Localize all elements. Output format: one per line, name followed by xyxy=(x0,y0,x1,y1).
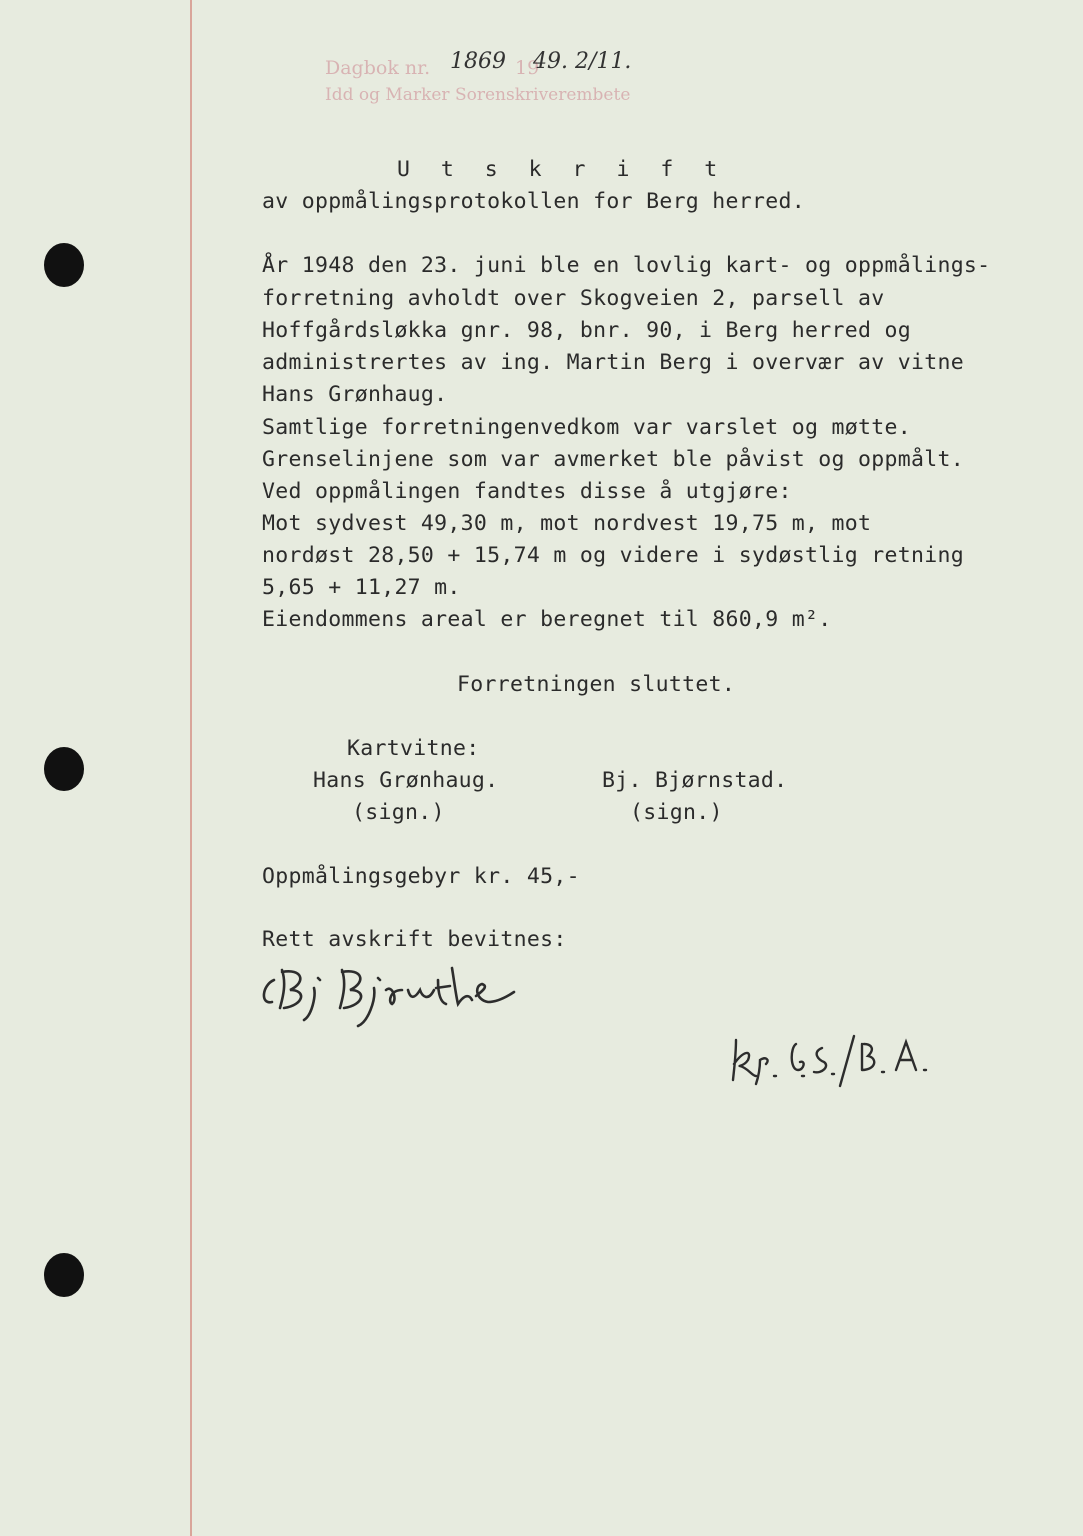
witness-left-name: Hans Grønhaug. xyxy=(313,768,499,793)
body-line: Hans Grønhaug. xyxy=(262,382,448,407)
body-line: Hoffgårdsløkka gnr. 98, bnr. 90, i Berg herred og xyxy=(262,318,911,343)
margin-line xyxy=(190,0,192,1536)
document-title: U t s k r i f t xyxy=(397,157,727,182)
body-line: Eiendommens areal er beregnet til 860,9 m². xyxy=(262,607,832,632)
witness-left-sign: (sign.) xyxy=(352,800,445,825)
stamp-number: 1869 xyxy=(450,49,506,74)
document-subtitle: av oppmålingsprotokollen for Berg herred. xyxy=(262,189,806,214)
stamp-office: Idd og Marker Sorenskriverembete xyxy=(325,85,631,105)
punch-hole-middle xyxy=(44,747,84,791)
fee-line: Oppmålingsgebyr kr. 45,- xyxy=(262,864,580,889)
registry-stamp xyxy=(325,49,685,110)
body-line: Samtlige forretningenvedkom var varslet og møtte. xyxy=(262,415,911,440)
punch-hole-bottom xyxy=(44,1253,84,1297)
body-line: År 1948 den 23. juni ble en lovlig kart- og oppmålings- xyxy=(262,253,991,278)
body-line: Grenselinjene som var avmerket ble påvist og oppmålt. xyxy=(262,447,964,472)
body-line: administrertes av ing. Martin Berg i overvær av vitne xyxy=(262,350,964,375)
stamp-year-prefix: 19 xyxy=(515,57,540,79)
witness-right-sign: (sign.) xyxy=(630,800,723,825)
body-line: Ved oppmålingen fandtes disse å utgjøre: xyxy=(262,479,792,504)
body-line: forretning avholdt over Skogveien 2, parsell av xyxy=(262,286,885,311)
handwritten-signature xyxy=(252,960,592,1034)
certification-line: Rett avskrift bevitnes: xyxy=(262,927,567,952)
stamp-year-date: 49. 2/11. xyxy=(533,49,632,74)
stamp-dagbok-label: Dagbok nr. xyxy=(325,57,431,79)
body-line: Mot sydvest 49,30 m, mot nordvest 19,75 m, mot xyxy=(262,511,872,536)
handwritten-initials xyxy=(730,1030,950,1094)
body-line: nordøst 28,50 + 15,74 m og videre i sydøstlig retning xyxy=(262,543,964,568)
witness-heading: Kartvitne: xyxy=(347,736,480,761)
punch-hole-top xyxy=(44,243,84,287)
body-line: 5,65 + 11,27 m. xyxy=(262,575,461,600)
witness-right-name: Bj. Bjørnstad. xyxy=(602,768,788,793)
closing-line: Forretningen sluttet. xyxy=(457,672,736,697)
